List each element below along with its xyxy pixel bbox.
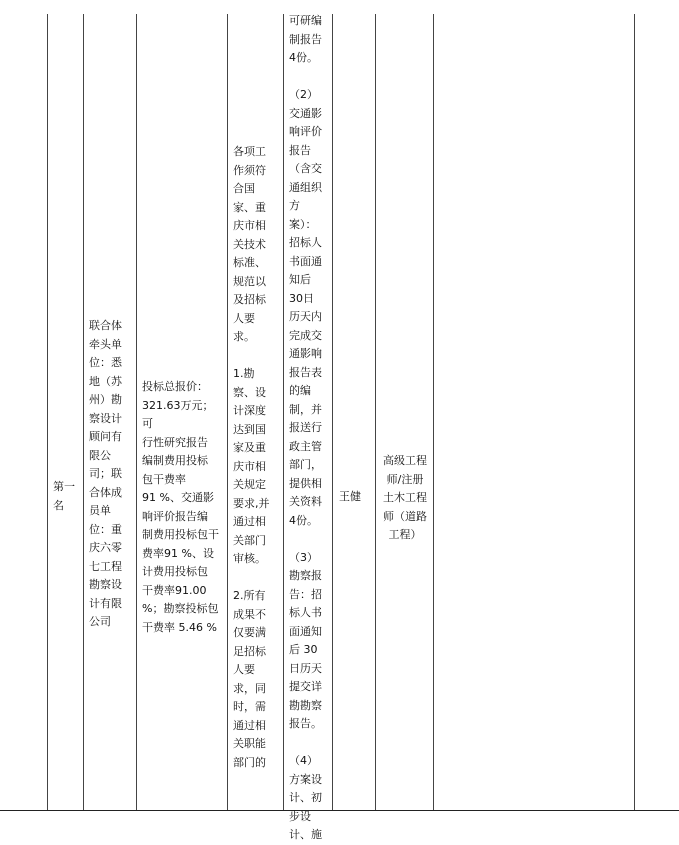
quality-requirements-cell: 各项工 作须符 合国 家、重 庆市相 关技术 标准、 规范以 及招标 人要 求。 1.勘 察、设 计深度 达到国 家及重 庆市相 关规定 要求,并 通过相 关部门 审核。 2.所有 成果不 仅要满 足招标 人要 求，同 时，需 通过相 关职能 部门的 xyxy=(233,145,270,769)
column-border xyxy=(332,14,333,811)
column-border xyxy=(283,14,284,811)
bid-price-cell: 投标总报价： 321.63万元；可 行性研究报告 编制费用投标 包干费率 91 %、交通影 响评价报告编 制费用投标包干 费率91 %、设 计费用投标包 干费率91.00 %；勘察投标包 干费率 5.46 % xyxy=(142,380,219,634)
project-manager-cell: 王健 xyxy=(339,490,361,503)
manager-title-cell: 高级工程 师/注册 土木工程 师（道路 工程） xyxy=(383,454,427,541)
column-border xyxy=(227,14,228,811)
column-border xyxy=(47,14,48,811)
rank-cell: 第一 名 xyxy=(53,480,75,512)
bidder-cell: 联合体 牵头单 位：悉 地（苏 州）勘 察设计 顾问有 限公 司；联 合体成 员单 位：重 庆六零 七工程 勘察设 计有限 公司 xyxy=(89,319,122,628)
column-border xyxy=(136,14,137,811)
column-border xyxy=(433,14,434,811)
table-bottom-border xyxy=(0,810,679,811)
column-border xyxy=(634,14,635,811)
column-border xyxy=(375,14,376,811)
column-border xyxy=(83,14,84,811)
schedule-cell: 可研编 制报告 4份。 （2） 交通影 响评价 报告 （含交 通组织 方 案）： 招标人 书面通 知后 30日 历天内 完成交 通影响 报告表 的编 制，并 报送行 政主管 部门， 提供相 关资料 4份。 （3） 勘察报 告：招 标人书 面通知 后 30 日历天 提交详 勘勘察 报告。 （4） 方案设 计、初 步设 计、施 xyxy=(289,14,322,841)
